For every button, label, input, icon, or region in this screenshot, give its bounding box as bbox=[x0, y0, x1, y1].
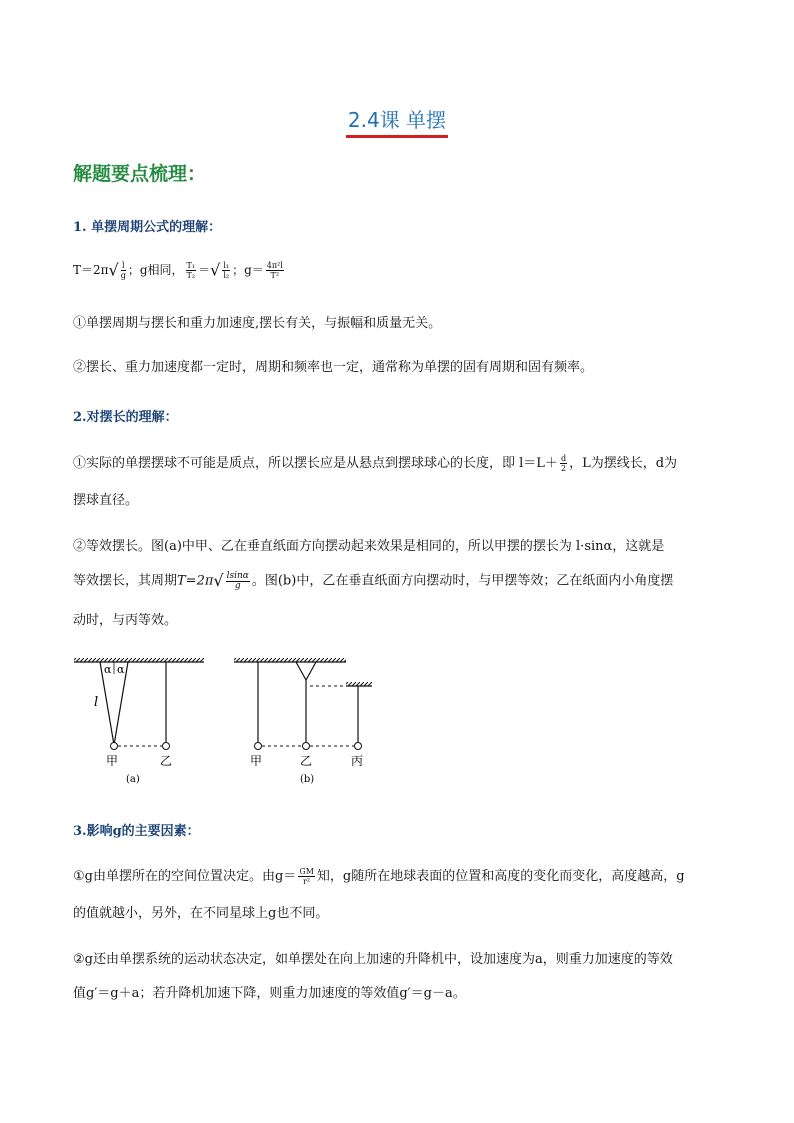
s1-formula: T＝2π√ $\frac{l}{g}$ ；g相同， $\frac{\text{T₁}}{\text{T₂}}$ ＝√ $\frac{\text{l₁}}{\text{l₂}}$ ；g＝ $\frac{\text{4π²l}}{\text{T²}}$ bbox=[73, 260, 283, 280]
s1-p1: ①单摆周期与摆长和重力加速度,摆长有关，与振幅和质量无关。 bbox=[73, 316, 442, 331]
jia-label-b: 甲 bbox=[250, 754, 263, 768]
s2-p1-cont: 摆球直径。 bbox=[73, 493, 139, 508]
yi-label-b: 乙 bbox=[300, 754, 313, 768]
bob-yi-b bbox=[303, 743, 310, 750]
jia-label-a: 甲 bbox=[106, 754, 119, 768]
s3-p2: ②g还由单摆系统的运动状态决定，如单摆处在向上加速的升降机中，设加速度为a，则重力加速度的等效 bbox=[73, 952, 673, 967]
caption-b: (b) bbox=[300, 774, 315, 785]
caption-a: (a) bbox=[126, 774, 140, 785]
yi-label-a: 乙 bbox=[160, 754, 173, 768]
bing-label-b: 丙 bbox=[351, 754, 364, 768]
page-title: 2.4课 单摆 bbox=[0, 104, 794, 138]
l-label: l bbox=[94, 695, 99, 710]
alpha-right-label: α bbox=[117, 663, 125, 676]
bob-jia-b bbox=[255, 743, 262, 750]
s2-p2-end: 动时，与丙等效。 bbox=[73, 613, 178, 628]
s2-p2-cont: 等效摆长，其周期T=2π√ $\frac{lsin\alpha}{g}$ 。图(b)中，乙在垂直纸面方向摆动时，与甲摆等效；乙在纸面内小角度摆 bbox=[73, 570, 674, 591]
s2-heading: 2.对摆长的理解： bbox=[73, 410, 178, 425]
bob-bing-b bbox=[355, 743, 362, 750]
s3-p2-cont: 值g′＝g＋a；若升降机加速下降，则重力加速度的等效值g′＝g－a。 bbox=[73, 986, 466, 1001]
s1-p2: ②摆长、重力加速度都一定时，周期和频率也一定，通常称为单摆的固有周期和固有频率。 bbox=[73, 360, 594, 375]
alpha-left-label: α bbox=[104, 663, 112, 676]
s1-heading: 1. 单摆周期公式的理解： bbox=[73, 220, 222, 235]
pendulum-figure bbox=[60, 650, 390, 790]
bob-jia-a bbox=[111, 743, 118, 750]
s2-p2: ②等效摆长。图(a)中甲、乙在垂直纸面方向摆动起来效果是相同的，所以甲摆的摆长为 l·sinα，这就是 bbox=[73, 539, 665, 554]
s3-p1: ①g由单摆所在的空间位置决定。由g＝ $\frac{GM}{\text{r²}}$ 知，g随所在地球表面的位置和高度的变化而变化，高度越高，g bbox=[73, 867, 685, 886]
s2-p1: ①实际的单摆摆球不可能是质点，所以摆长应是从悬点到摆球球心的长度，即 l＝L＋ $\frac{d}{2}$ ，L为摆线长，d为 bbox=[73, 454, 678, 473]
s3-heading: 3.影响g的主要因素： bbox=[73, 824, 200, 839]
s3-p1-cont: 的值就越小，另外，在不同星球上g也不同。 bbox=[73, 906, 329, 921]
bob-yi-a bbox=[163, 743, 170, 750]
section-heading: 解题要点梳理： bbox=[73, 163, 207, 185]
